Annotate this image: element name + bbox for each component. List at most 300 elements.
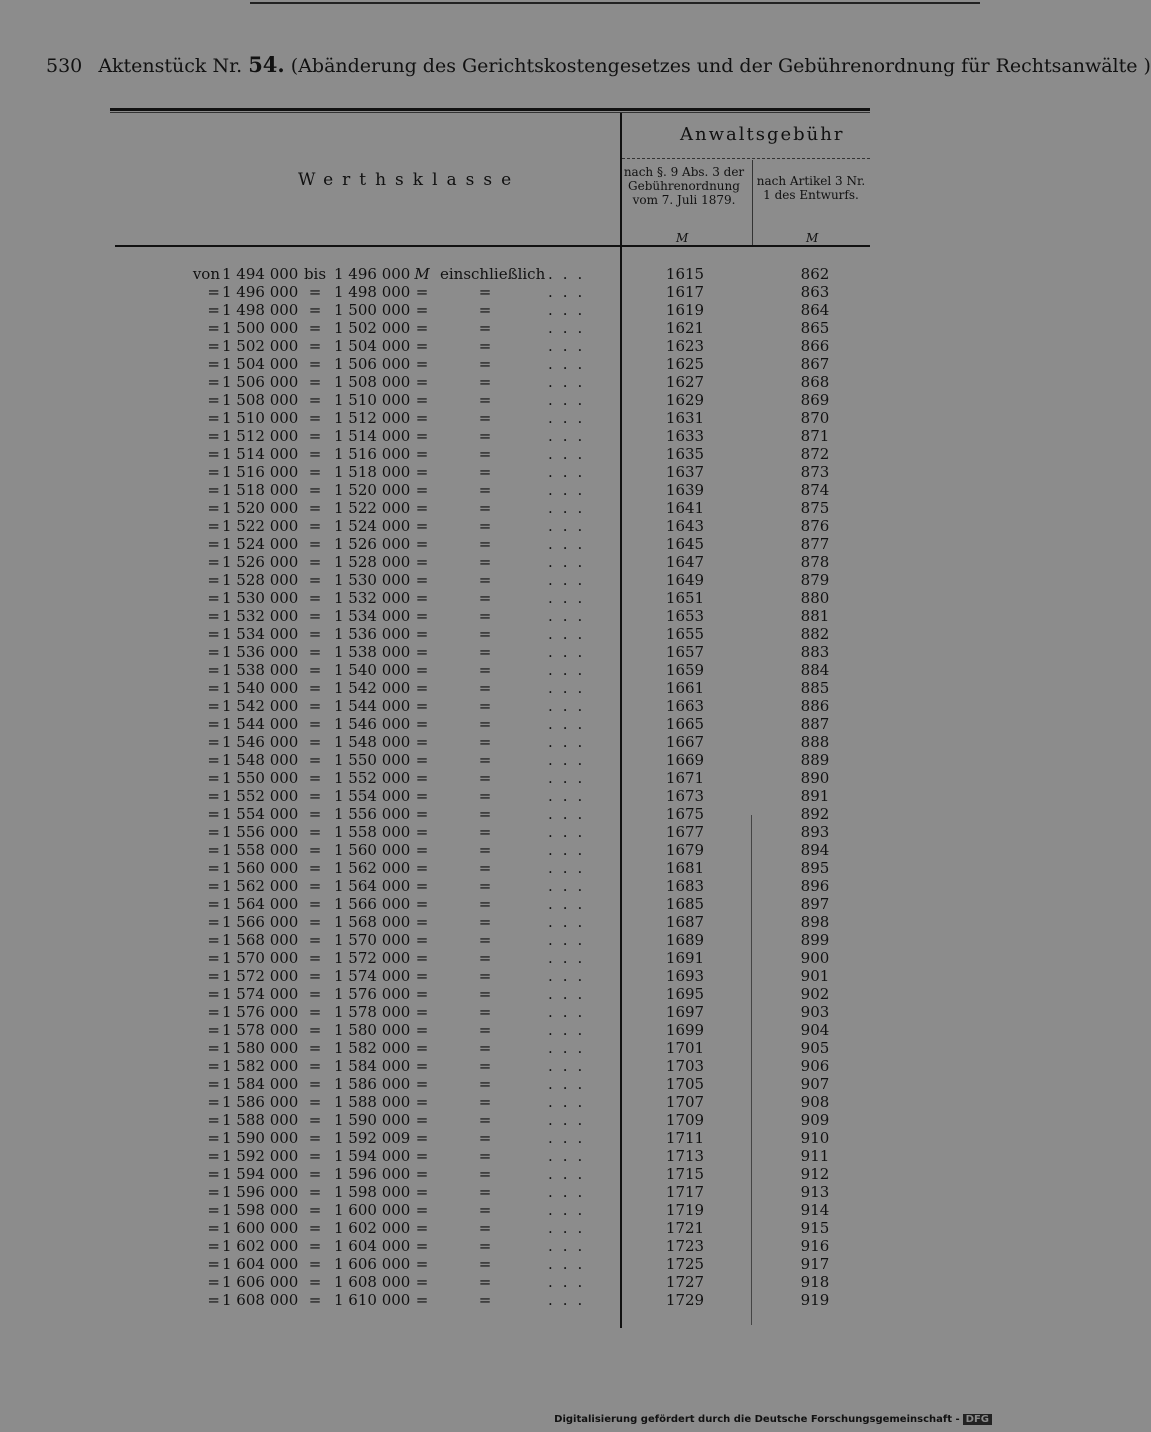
- row-unit: =: [415, 463, 429, 481]
- table-row: [0, 1021, 1000, 1039]
- row-from: 1 568 000: [222, 931, 299, 949]
- row-unit: =: [415, 733, 429, 751]
- row-to: 1 532 000: [334, 589, 411, 607]
- row-suffix: =: [478, 571, 492, 589]
- row-fee-old: 1667: [665, 733, 705, 751]
- table-row: [0, 679, 1000, 697]
- row-suffix: =: [478, 481, 492, 499]
- row-suffix: =: [478, 751, 492, 769]
- row-dots: ...: [548, 1003, 593, 1021]
- row-fee-old: 1675: [665, 805, 705, 823]
- row-dots: ...: [548, 1111, 593, 1129]
- row-unit: =: [415, 949, 429, 967]
- row-unit: =: [415, 517, 429, 535]
- row-suffix: =: [478, 499, 492, 517]
- row-mid: =: [308, 1147, 322, 1165]
- row-mid: =: [308, 751, 322, 769]
- table-row: [0, 769, 1000, 787]
- row-prefix: =: [207, 841, 220, 859]
- row-fee-new: 910: [800, 1129, 830, 1147]
- row-fee-new: 864: [800, 301, 830, 319]
- row-dots: ...: [548, 1255, 593, 1273]
- table-row: [0, 1291, 1000, 1309]
- row-fee-new: 883: [800, 643, 830, 661]
- row-suffix: =: [478, 805, 492, 823]
- row-to: 1 566 000: [334, 895, 411, 913]
- row-prefix: =: [207, 913, 220, 931]
- row-unit: =: [415, 373, 429, 391]
- row-to: 1 544 000: [334, 697, 411, 715]
- row-to: 1 594 000: [334, 1147, 411, 1165]
- row-from: 1 528 000: [222, 571, 299, 589]
- row-unit: =: [415, 1057, 429, 1075]
- row-mid: =: [308, 895, 322, 913]
- row-fee-new: 917: [800, 1255, 830, 1273]
- row-from: 1 532 000: [222, 607, 299, 625]
- row-dots: ...: [548, 661, 593, 679]
- row-fee-new: 870: [800, 409, 830, 427]
- row-fee-old: 1683: [665, 877, 705, 895]
- row-suffix: =: [478, 553, 492, 571]
- table-row: [0, 643, 1000, 661]
- row-suffix: =: [478, 895, 492, 913]
- row-prefix: =: [207, 373, 220, 391]
- row-dots: ...: [548, 931, 593, 949]
- table-row: [0, 1219, 1000, 1237]
- row-fee-new: 871: [800, 427, 830, 445]
- row-mid: =: [308, 391, 322, 409]
- row-suffix: =: [478, 1111, 492, 1129]
- row-unit: =: [415, 391, 429, 409]
- row-dots: ...: [548, 877, 593, 895]
- row-fee-new: 875: [800, 499, 830, 517]
- row-fee-new: 912: [800, 1165, 830, 1183]
- row-dots: ...: [548, 589, 593, 607]
- row-fee-old: 1639: [665, 481, 705, 499]
- row-mid: bis: [303, 265, 327, 283]
- table-row: [0, 499, 1000, 517]
- row-suffix: =: [478, 787, 492, 805]
- row-prefix: =: [207, 625, 220, 643]
- row-prefix: =: [207, 1165, 220, 1183]
- row-from: 1 526 000: [222, 553, 299, 571]
- row-dots: ...: [548, 571, 593, 589]
- row-mid: =: [308, 823, 322, 841]
- row-dots: ...: [548, 1057, 593, 1075]
- row-dots: ...: [548, 1201, 593, 1219]
- row-from: 1 496 000: [222, 283, 299, 301]
- row-to: 1 560 000: [334, 841, 411, 859]
- table-row: [0, 1003, 1000, 1021]
- header-bottom-rule: [115, 245, 870, 247]
- row-from: 1 554 000: [222, 805, 299, 823]
- row-fee-new: 881: [800, 607, 830, 625]
- fee-column-header: Anwaltsgebühr: [680, 124, 845, 145]
- row-fee-new: 869: [800, 391, 830, 409]
- row-fee-new: 918: [800, 1273, 830, 1291]
- row-from: 1 502 000: [222, 337, 299, 355]
- row-fee-old: 1659: [665, 661, 705, 679]
- table-row: [0, 859, 1000, 877]
- row-fee-old: 1631: [665, 409, 705, 427]
- table-row: [0, 355, 1000, 373]
- row-dots: ...: [548, 805, 593, 823]
- table-row: [0, 877, 1000, 895]
- row-unit: =: [415, 1219, 429, 1237]
- row-dots: ...: [548, 409, 593, 427]
- row-to: 1 498 000: [334, 283, 411, 301]
- row-fee-new: 880: [800, 589, 830, 607]
- row-fee-old: 1663: [665, 697, 705, 715]
- row-from: 1 546 000: [222, 733, 299, 751]
- row-suffix: =: [478, 679, 492, 697]
- row-dots: ...: [548, 625, 593, 643]
- row-suffix: =: [478, 733, 492, 751]
- row-suffix: =: [478, 1219, 492, 1237]
- row-from: 1 556 000: [222, 823, 299, 841]
- row-to: 1 606 000: [334, 1255, 411, 1273]
- row-prefix: =: [207, 499, 220, 517]
- row-to: 1 540 000: [334, 661, 411, 679]
- row-suffix: einschließlich: [440, 265, 546, 283]
- table-row: [0, 805, 1000, 823]
- row-mid: =: [308, 1255, 322, 1273]
- row-fee-new: 877: [800, 535, 830, 553]
- table-row: [0, 337, 1000, 355]
- row-suffix: =: [478, 967, 492, 985]
- row-mid: =: [308, 355, 322, 373]
- row-mid: =: [308, 769, 322, 787]
- row-fee-old: 1671: [665, 769, 705, 787]
- row-fee-new: 900: [800, 949, 830, 967]
- row-prefix: =: [207, 787, 220, 805]
- row-unit: =: [415, 1021, 429, 1039]
- row-fee-old: 1653: [665, 607, 705, 625]
- row-fee-old: 1679: [665, 841, 705, 859]
- row-prefix: =: [207, 661, 220, 679]
- row-fee-old: 1615: [665, 265, 705, 283]
- row-prefix: =: [207, 1291, 220, 1309]
- row-unit: =: [415, 823, 429, 841]
- row-prefix: =: [207, 1147, 220, 1165]
- row-from: 1 536 000: [222, 643, 299, 661]
- table-row: [0, 283, 1000, 301]
- row-mid: =: [308, 787, 322, 805]
- row-fee-new: 916: [800, 1237, 830, 1255]
- row-fee-new: 890: [800, 769, 830, 787]
- row-from: 1 590 000: [222, 1129, 299, 1147]
- row-fee-new: 892: [800, 805, 830, 823]
- row-dots: ...: [548, 913, 593, 931]
- table-row: [0, 301, 1000, 319]
- row-from: 1 588 000: [222, 1111, 299, 1129]
- row-mid: =: [308, 589, 322, 607]
- row-from: 1 538 000: [222, 661, 299, 679]
- row-fee-old: 1681: [665, 859, 705, 877]
- row-fee-old: 1647: [665, 553, 705, 571]
- row-unit: =: [415, 1165, 429, 1183]
- row-dots: ...: [548, 985, 593, 1003]
- row-prefix: =: [207, 895, 220, 913]
- row-from: 1 558 000: [222, 841, 299, 859]
- row-prefix: =: [207, 319, 220, 337]
- row-prefix: =: [207, 337, 220, 355]
- row-prefix: =: [207, 733, 220, 751]
- row-unit: =: [415, 553, 429, 571]
- table-row: [0, 1201, 1000, 1219]
- row-fee-new: 898: [800, 913, 830, 931]
- row-from: 1 516 000: [222, 463, 299, 481]
- row-from: 1 584 000: [222, 1075, 299, 1093]
- row-unit: =: [415, 589, 429, 607]
- row-dots: ...: [548, 697, 593, 715]
- row-fee-old: 1655: [665, 625, 705, 643]
- row-to: 1 572 000: [334, 949, 411, 967]
- row-suffix: =: [478, 337, 492, 355]
- table-row: [0, 517, 1000, 535]
- row-to: 1 526 000: [334, 535, 411, 553]
- row-unit: =: [415, 625, 429, 643]
- table-row: [0, 607, 1000, 625]
- row-from: 1 534 000: [222, 625, 299, 643]
- table-row: [0, 715, 1000, 733]
- row-dots: ...: [548, 481, 593, 499]
- row-prefix: =: [207, 643, 220, 661]
- row-from: 1 594 000: [222, 1165, 299, 1183]
- row-from: 1 494 000: [222, 265, 299, 283]
- table-row: [0, 1147, 1000, 1165]
- row-from: 1 512 000: [222, 427, 299, 445]
- row-dots: ...: [548, 1021, 593, 1039]
- row-dots: ...: [548, 301, 593, 319]
- row-to: 1 558 000: [334, 823, 411, 841]
- row-to: 1 510 000: [334, 391, 411, 409]
- row-unit: =: [415, 283, 429, 301]
- row-from: 1 510 000: [222, 409, 299, 427]
- title-number: 54.: [248, 52, 285, 77]
- row-mid: =: [308, 517, 322, 535]
- row-suffix: =: [478, 1075, 492, 1093]
- row-mid: =: [308, 481, 322, 499]
- row-fee-new: 901: [800, 967, 830, 985]
- row-suffix: =: [478, 391, 492, 409]
- table-row: [0, 571, 1000, 589]
- row-from: 1 602 000: [222, 1237, 299, 1255]
- row-fee-new: 911: [800, 1147, 830, 1165]
- row-dots: ...: [548, 859, 593, 877]
- row-mid: =: [308, 1075, 322, 1093]
- row-suffix: =: [478, 301, 492, 319]
- row-mid: =: [308, 301, 322, 319]
- table-row: [0, 319, 1000, 337]
- row-dots: ...: [548, 1273, 593, 1291]
- row-unit: =: [415, 859, 429, 877]
- table-row: [0, 481, 1000, 499]
- row-fee-old: 1709: [665, 1111, 705, 1129]
- row-suffix: =: [478, 1201, 492, 1219]
- row-unit: =: [415, 1273, 429, 1291]
- row-fee-new: 879: [800, 571, 830, 589]
- row-dots: ...: [548, 841, 593, 859]
- row-unit: =: [415, 301, 429, 319]
- row-suffix: =: [478, 517, 492, 535]
- row-mid: =: [308, 1093, 322, 1111]
- row-unit: M: [414, 265, 430, 283]
- row-unit: =: [415, 1147, 429, 1165]
- row-fee-new: 887: [800, 715, 830, 733]
- row-prefix: von: [192, 265, 220, 283]
- row-unit: =: [415, 1129, 429, 1147]
- row-fee-new: 888: [800, 733, 830, 751]
- row-to: 1 512 000: [334, 409, 411, 427]
- row-from: 1 524 000: [222, 535, 299, 553]
- table-row: [0, 1273, 1000, 1291]
- table-row: [0, 409, 1000, 427]
- table-row: [0, 1039, 1000, 1057]
- row-dots: ...: [548, 463, 593, 481]
- row-fee-old: 1711: [665, 1129, 705, 1147]
- row-from: 1 542 000: [222, 697, 299, 715]
- row-fee-old: 1725: [665, 1255, 705, 1273]
- row-to: 1 590 000: [334, 1111, 411, 1129]
- row-suffix: =: [478, 913, 492, 931]
- row-dots: ...: [548, 553, 593, 571]
- row-from: 1 530 000: [222, 589, 299, 607]
- table-top-rule-thin: [110, 112, 870, 113]
- row-unit: =: [415, 535, 429, 553]
- row-unit: =: [415, 571, 429, 589]
- row-to: 1 506 000: [334, 355, 411, 373]
- row-from: 1 592 000: [222, 1147, 299, 1165]
- row-mid: =: [308, 1183, 322, 1201]
- table-row: [0, 661, 1000, 679]
- row-mid: =: [308, 679, 322, 697]
- row-prefix: =: [207, 427, 220, 445]
- row-unit: =: [415, 1003, 429, 1021]
- row-unit: =: [415, 1237, 429, 1255]
- row-fee-old: 1721: [665, 1219, 705, 1237]
- row-dots: ...: [548, 337, 593, 355]
- row-suffix: =: [478, 697, 492, 715]
- row-fee-new: 906: [800, 1057, 830, 1075]
- row-suffix: =: [478, 769, 492, 787]
- row-to: 1 504 000: [334, 337, 411, 355]
- row-mid: =: [308, 1219, 322, 1237]
- row-from: 1 606 000: [222, 1273, 299, 1291]
- row-mid: =: [308, 445, 322, 463]
- row-mid: =: [308, 661, 322, 679]
- row-dots: ...: [548, 895, 593, 913]
- table-row: [0, 373, 1000, 391]
- row-to: 1 582 000: [334, 1039, 411, 1057]
- row-suffix: =: [478, 715, 492, 733]
- row-from: 1 600 000: [222, 1219, 299, 1237]
- row-prefix: =: [207, 931, 220, 949]
- row-from: 1 540 000: [222, 679, 299, 697]
- row-unit: =: [415, 715, 429, 733]
- row-fee-new: 873: [800, 463, 830, 481]
- row-prefix: =: [207, 805, 220, 823]
- row-fee-new: 874: [800, 481, 830, 499]
- row-unit: =: [415, 841, 429, 859]
- row-suffix: =: [478, 589, 492, 607]
- row-fee-new: 868: [800, 373, 830, 391]
- row-to: 1 570 000: [334, 931, 411, 949]
- row-mid: =: [308, 607, 322, 625]
- row-prefix: =: [207, 445, 220, 463]
- row-to: 1 542 000: [334, 679, 411, 697]
- row-prefix: =: [207, 1093, 220, 1111]
- row-suffix: =: [478, 607, 492, 625]
- row-unit: =: [415, 661, 429, 679]
- table-top-rule: [110, 108, 870, 111]
- row-prefix: =: [207, 715, 220, 733]
- row-fee-new: 913: [800, 1183, 830, 1201]
- row-prefix: =: [207, 1057, 220, 1075]
- row-to: 1 528 000: [334, 553, 411, 571]
- row-fee-new: 885: [800, 679, 830, 697]
- row-fee-new: 882: [800, 625, 830, 643]
- running-head: [46, 52, 1151, 77]
- row-to: 1 534 000: [334, 607, 411, 625]
- row-unit: =: [415, 751, 429, 769]
- row-suffix: =: [478, 625, 492, 643]
- row-fee-old: 1715: [665, 1165, 705, 1183]
- row-prefix: =: [207, 1021, 220, 1039]
- table-row: [0, 1165, 1000, 1183]
- row-prefix: =: [207, 1111, 220, 1129]
- row-suffix: =: [478, 1237, 492, 1255]
- row-unit: =: [415, 1039, 429, 1057]
- row-unit: =: [415, 481, 429, 499]
- row-mid: =: [308, 697, 322, 715]
- table-row: [0, 391, 1000, 409]
- row-to: 1 538 000: [334, 643, 411, 661]
- row-mid: =: [308, 319, 322, 337]
- row-to: 1 562 000: [334, 859, 411, 877]
- row-to: 1 516 000: [334, 445, 411, 463]
- row-dots: ...: [548, 643, 593, 661]
- row-unit: =: [415, 913, 429, 931]
- row-prefix: =: [207, 769, 220, 787]
- row-prefix: =: [207, 517, 220, 535]
- row-from: 1 506 000: [222, 373, 299, 391]
- row-fee-old: 1665: [665, 715, 705, 733]
- table-row: [0, 1057, 1000, 1075]
- row-unit: =: [415, 1201, 429, 1219]
- row-fee-new: 914: [800, 1201, 830, 1219]
- row-fee-old: 1729: [665, 1291, 705, 1309]
- row-mid: =: [308, 877, 322, 895]
- row-unit: =: [415, 769, 429, 787]
- row-from: 1 564 000: [222, 895, 299, 913]
- row-from: 1 562 000: [222, 877, 299, 895]
- table-row: [0, 1237, 1000, 1255]
- row-prefix: =: [207, 697, 220, 715]
- row-fee-old: 1621: [665, 319, 705, 337]
- col1-unit: M: [676, 231, 689, 245]
- row-fee-old: 1713: [665, 1147, 705, 1165]
- col1-header: nach §. 9 Abs. 3 der Gebührenordnung vom 7. Juli 1879.: [623, 165, 745, 207]
- row-prefix: =: [207, 481, 220, 499]
- row-suffix: =: [478, 355, 492, 373]
- row-prefix: =: [207, 283, 220, 301]
- row-unit: =: [415, 679, 429, 697]
- row-fee-old: 1717: [665, 1183, 705, 1201]
- row-suffix: =: [478, 985, 492, 1003]
- table-row: [0, 265, 1000, 283]
- row-suffix: =: [478, 1039, 492, 1057]
